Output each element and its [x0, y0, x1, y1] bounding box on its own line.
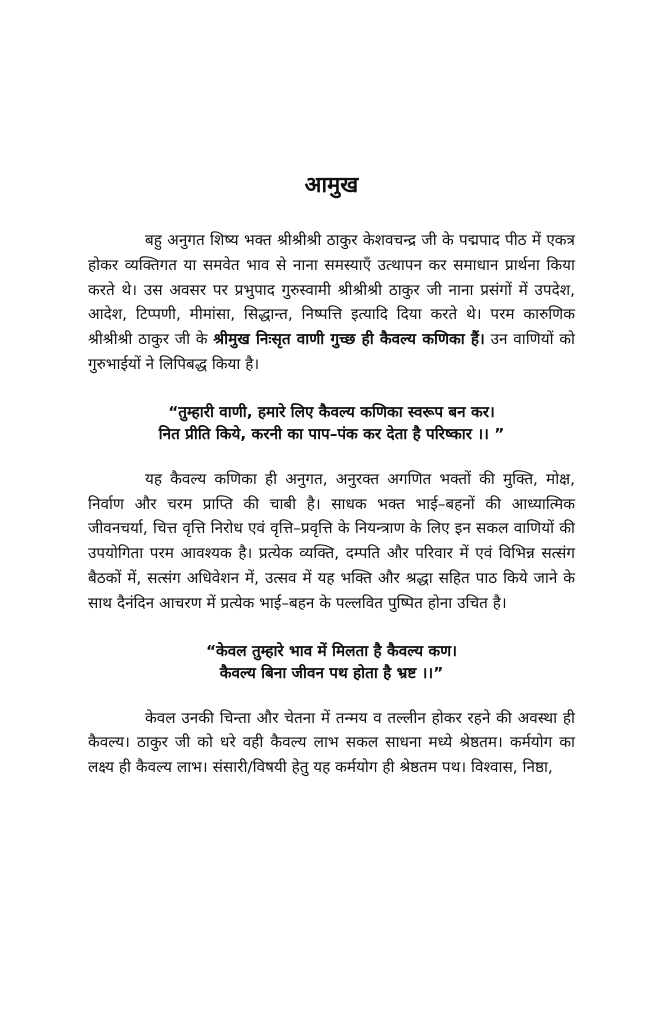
document-page	[88, 170, 575, 780]
paragraph-intro-text: बहु अनुगत शिष्य भक्त श्रीश्रीश्री ठाकुर केशवचन्द्र जी के पद्मपाद पीठ में एकत्र होकर व्यक्तिगत या समवेत भाव से नाना समस्याएँ उत्थापन कर समाधान प्रार्थना किया करते थे। उस अवसर पर प्रभुपाद गुरुस्वामी श्रीश्रीश्री ठाकुर जी नाना प्रसंगों में उपदेश, आदेश, टिप्पणी, मीमांसा, सिद्धान्त, निष्पत्ति इत्यादि दिया करते थे। परम कारुणिक श्रीश्रीश्री ठाकुर जी के	[88, 231, 575, 349]
quote-verse-2-line-1: “केवल तुम्हारे भाव में मिलता है कैवल्य कण।	[205, 641, 457, 660]
paragraph-intro-bold: श्रीमुख निःसृत वाणी गुच्छ ही कैवल्य कणिका हैं।	[213, 330, 485, 349]
paragraph-intro-tail: उन वाणियों को गुरुभाईयों ने लिपिबद्ध किया है।	[88, 330, 576, 373]
paragraph-intro	[88, 228, 575, 377]
quote-verse-2	[88, 640, 575, 684]
quote-verse-1	[88, 401, 575, 445]
quote-verse-1-line-1: “तुम्हारी वाणी, हमारे लिए कैवल्य कणिका स्वरूप बन कर।	[168, 402, 495, 421]
paragraph-kaivalya-kanika: यह कैवल्य कणिका ही अनुगत, अनुरक्त अगणित भक्तों की मुक्ति, मोक्ष, निर्वाण और चरम प्राप्ति की चाबी है। साधक भक्त भाई–बहनों की आध्यात्मिक जीवनचर्या, चित्त वृत्ति निरोध एवं वृत्ति–प्रवृत्ति के नियन्त्राण के लिए इन सकल वाणियों की उपयोगिता परम आवश्यक है। प्रत्येक व्यक्ति, दम्पति और परिवार में एवं विभिन्न सत्संग बैठकों में, सत्संग अधिवेशन में, उत्सव में यह भक्ति और श्रद्धा सहित पाठ किये जाने के साथ दैनंदिन आचरण में प्रत्येक भाई–बहन के पल्लवित पुष्पित होना उचित है।	[88, 469, 575, 612]
quote-verse-1-line-2: नित प्रीति किये, करनी का पाप–पंक कर देता है परिष्कार ।। ”	[158, 424, 505, 443]
quote-verse-2-line-2: कैवल्य बिना जीवन पथ होता है भ्रष्ट ।।”	[219, 663, 444, 682]
paragraph-kaivalya-state: केवल उनकी चिन्ता और चेतना में तन्मय व तल्लीन होकर रहने की अवस्था ही कैवल्य। ठाकुर जी को धरे वही कैवल्य लाभ सकल साधना मध्ये श्रेष्ठतम। कर्मयोग का लक्ष्य ही कैवल्य लाभ। संसारी/विषयी हेतु यह कर्मयोग ही श्रेष्ठतम पथ। विश्वास, निष्ठा,	[88, 708, 575, 777]
page-title: आमुख	[304, 173, 359, 198]
